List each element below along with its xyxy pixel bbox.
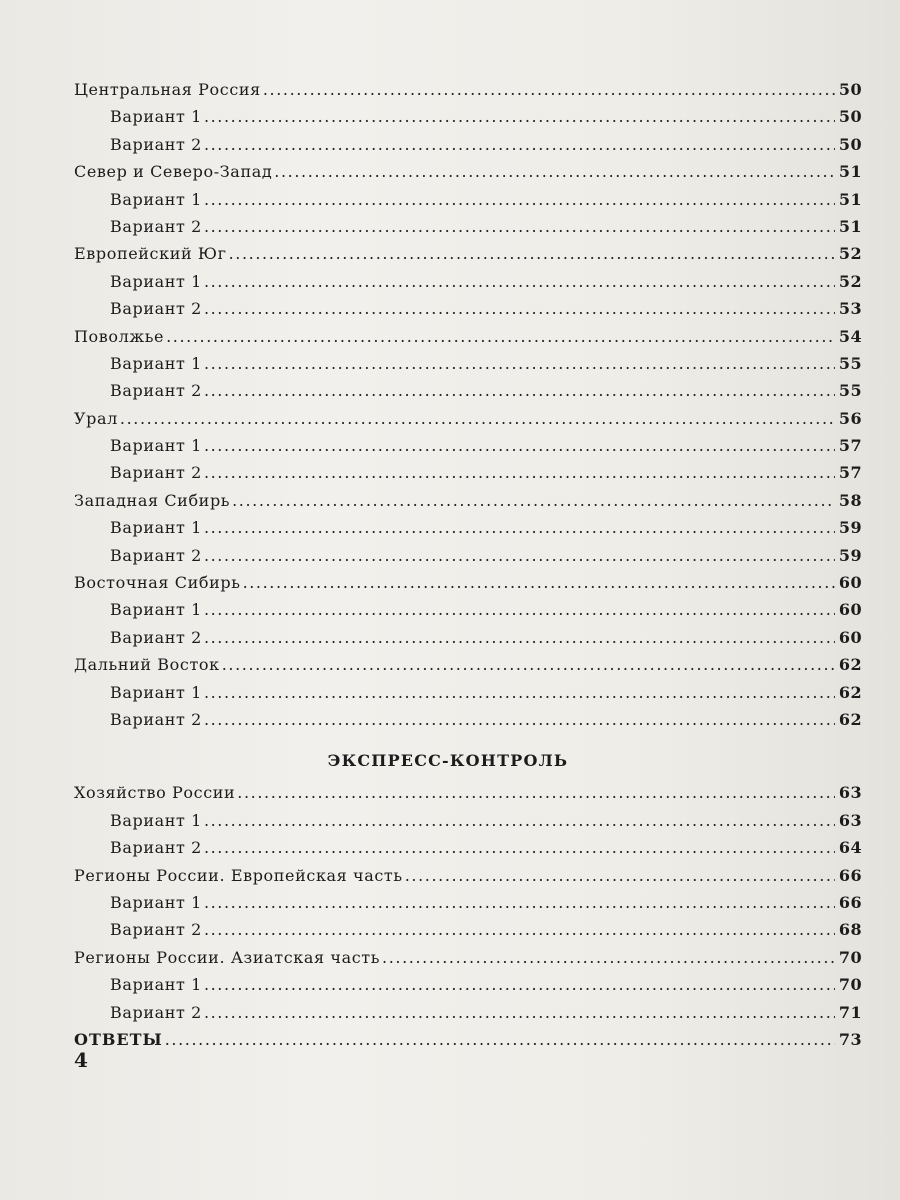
toc-subentry-page: 71 — [838, 1002, 862, 1022]
toc-entry[interactable] — [74, 491, 862, 518]
toc-subentry-page: 50 — [838, 107, 862, 127]
toc-entry[interactable] — [74, 162, 862, 189]
toc-entry[interactable] — [74, 409, 862, 436]
toc-subentry-title: Вариант 2 — [110, 463, 202, 483]
toc-subentry-title: Вариант 1 — [110, 600, 202, 620]
toc-subentry-title: Вариант 2 — [110, 838, 202, 858]
dot-leader — [405, 866, 835, 885]
toc-subentry-page: 50 — [838, 134, 862, 154]
dot-leader — [204, 436, 835, 455]
dot-leader — [232, 491, 835, 510]
toc-subentry[interactable] — [74, 272, 862, 299]
toc-subentry-title: Вариант 2 — [110, 545, 202, 565]
dot-leader — [120, 409, 835, 428]
toc-subentry-page: 63 — [838, 810, 862, 830]
toc-entry-page: 70 — [838, 947, 862, 967]
toc-subentry-title: Вариант 2 — [110, 709, 202, 729]
toc-subentry-title: Вариант 1 — [110, 682, 202, 702]
toc-subentry[interactable] — [74, 838, 862, 865]
toc-entry[interactable] — [74, 573, 862, 600]
toc-subentry-page: 64 — [838, 838, 862, 858]
toc-subentry-page: 60 — [838, 627, 862, 647]
toc-subentry-page: 60 — [838, 600, 862, 620]
toc-subentry[interactable] — [74, 436, 862, 463]
toc-subentry[interactable] — [74, 135, 862, 162]
toc-subentry-title: Вариант 1 — [110, 975, 202, 995]
toc-subentry-page: 55 — [838, 353, 862, 373]
toc-entry-page: 63 — [838, 783, 862, 803]
toc-subentry-page: 66 — [838, 892, 862, 912]
toc-entry-page: 52 — [838, 244, 862, 264]
toc-subentry[interactable] — [74, 600, 862, 627]
toc-entry-title: Поволжье — [74, 326, 165, 346]
toc-subentry[interactable] — [74, 683, 862, 710]
toc-subentry-page: 57 — [838, 463, 862, 483]
dot-leader — [204, 190, 835, 209]
dot-leader — [229, 244, 835, 263]
toc-entry-title: Центральная Россия — [74, 80, 261, 99]
dot-leader — [166, 327, 835, 346]
dot-leader — [204, 299, 835, 318]
dot-leader — [204, 920, 835, 939]
toc-subentry-title: Вариант 1 — [110, 189, 202, 209]
toc-subentry-page: 52 — [838, 271, 862, 291]
toc-subentry-page: 70 — [838, 975, 862, 995]
toc-subentry-title: Вариант 1 — [110, 271, 202, 291]
toc-subentry-title: Вариант 1 — [110, 810, 202, 830]
toc-entry[interactable] — [74, 948, 862, 975]
dot-leader — [204, 1003, 835, 1022]
dot-leader — [204, 600, 835, 619]
toc-entry-page: 66 — [838, 865, 862, 885]
dot-leader — [237, 783, 835, 802]
toc-entry-page: 60 — [838, 573, 862, 593]
dot-leader — [165, 1030, 835, 1049]
dot-leader — [204, 628, 835, 647]
page-number: 4 — [74, 1048, 88, 1072]
toc-entry[interactable] — [74, 244, 862, 271]
dot-leader — [204, 381, 835, 400]
toc-entry[interactable] — [74, 327, 862, 354]
toc-subentry-page: 51 — [838, 189, 862, 209]
dot-leader — [204, 272, 835, 291]
toc-subentry-title: Вариант 1 — [110, 353, 202, 373]
dot-leader — [204, 546, 835, 565]
dot-leader — [204, 811, 835, 830]
toc-entry-page: 56 — [838, 408, 862, 428]
toc-subentry-title: Вариант 1 — [110, 436, 202, 456]
toc-subentry-title: Вариант 1 — [110, 892, 202, 912]
toc-entry-title: Урал — [74, 408, 118, 428]
toc-subentry-page: 68 — [838, 920, 862, 940]
toc-entry-page: 51 — [838, 162, 862, 182]
toc-entry-page: 50 — [838, 80, 862, 99]
dot-leader — [382, 948, 835, 967]
dot-leader — [204, 135, 835, 154]
toc-entry[interactable] — [74, 655, 862, 682]
dot-leader — [204, 217, 835, 236]
toc-subentry[interactable] — [74, 381, 862, 408]
toc-subentry-title: Вариант 2 — [110, 381, 202, 401]
toc-subentry[interactable] — [74, 107, 862, 134]
toc-subentry[interactable] — [74, 975, 862, 1002]
toc-subentry-page: 55 — [838, 381, 862, 401]
dot-leader — [263, 80, 835, 99]
toc-subentry-page: 62 — [838, 709, 862, 729]
toc-subentry[interactable] — [74, 354, 862, 381]
toc-subentry-title: Вариант 2 — [110, 216, 202, 236]
toc-subentry-title: Вариант 2 — [110, 627, 202, 647]
toc-subentry-title: Вариант 2 — [110, 1002, 202, 1022]
toc-subentry[interactable] — [74, 518, 862, 545]
toc-subentry[interactable] — [74, 190, 862, 217]
dot-leader — [243, 573, 835, 592]
toc-subentry-page: 53 — [838, 299, 862, 319]
toc-entry-title: ОТВЕТЫ — [74, 1029, 163, 1049]
dot-leader — [204, 975, 835, 994]
table-of-contents — [74, 80, 862, 1057]
section-heading-express: ЭКСПРЕСС-КОНТРОЛЬ — [327, 750, 569, 770]
toc-subentry[interactable] — [74, 628, 862, 655]
toc-entry-title: Регионы России. Азиатская часть — [74, 947, 381, 967]
toc-entry[interactable] — [74, 783, 862, 810]
toc-subentry[interactable] — [74, 710, 862, 737]
toc-entry-page: 54 — [838, 326, 862, 346]
toc-subentry-page: 59 — [838, 518, 862, 538]
dot-leader — [204, 893, 835, 912]
toc-subentry[interactable] — [74, 811, 862, 838]
toc-entry-title: Север и Северо-Запад — [74, 162, 273, 182]
toc-subentry[interactable] — [74, 1003, 862, 1030]
toc-subentry-title: Вариант 2 — [110, 299, 202, 319]
dot-leader — [204, 107, 835, 126]
toc-subentry-title: Вариант 2 — [110, 134, 202, 154]
toc-entry-title: Западная Сибирь — [74, 490, 231, 510]
toc-entry-title: Хозяйство России — [74, 783, 236, 803]
toc-subentry[interactable] — [74, 920, 862, 947]
toc-entry-title: Регионы России. Европейская часть — [74, 865, 403, 885]
dot-leader — [222, 655, 835, 674]
toc-subentry-title: Вариант 2 — [110, 920, 202, 940]
toc-subentry-title: Вариант 1 — [110, 107, 202, 127]
toc-entry-page: 73 — [838, 1029, 862, 1049]
dot-leader — [274, 162, 835, 181]
toc-entry-title: Восточная Сибирь — [74, 573, 241, 593]
toc-subentry-page: 51 — [838, 216, 862, 236]
dot-leader — [204, 354, 835, 373]
toc-entry-answers[interactable] — [74, 1030, 862, 1057]
dot-leader — [204, 683, 835, 702]
dot-leader — [204, 463, 835, 482]
toc-subentry[interactable] — [74, 217, 862, 244]
toc-subentry[interactable] — [74, 546, 862, 573]
toc-entry-page: 62 — [838, 655, 862, 675]
toc-subentry-title: Вариант 1 — [110, 518, 202, 538]
toc-subentry[interactable] — [74, 893, 862, 920]
toc-subentry-page: 59 — [838, 545, 862, 565]
toc-entry-title: Европейский Юг — [74, 244, 227, 264]
toc-subentry-page: 57 — [838, 436, 862, 456]
dot-leader — [204, 838, 835, 857]
toc-subentry[interactable] — [74, 299, 862, 326]
toc-entry-page: 58 — [838, 490, 862, 510]
toc-subentry-page: 62 — [838, 682, 862, 702]
dot-leader — [204, 518, 835, 537]
toc-entry[interactable] — [74, 80, 862, 107]
toc-subentry[interactable] — [74, 463, 862, 490]
toc-entry[interactable] — [74, 866, 862, 893]
toc-entry-title: Дальний Восток — [74, 655, 220, 675]
dot-leader — [204, 710, 835, 729]
